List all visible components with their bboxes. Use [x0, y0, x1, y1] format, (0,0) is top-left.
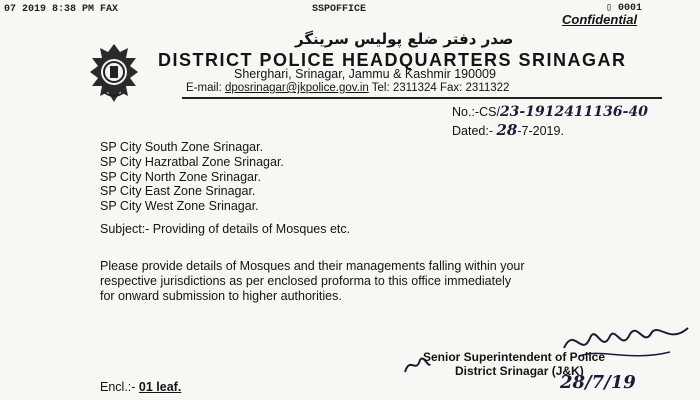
- recipient-item: SP City West Zone Srinagar.: [100, 199, 259, 214]
- fax-office: SSPOFFICE: [312, 4, 367, 15]
- body-line: respective jurisdictions as per enclosed proforma to this office immediately: [100, 274, 512, 288]
- fax-timestamp: 07 2019 8:38 PM FAX: [4, 4, 119, 15]
- reference-number: No.:-CS/23-1912411136-40: [452, 104, 648, 120]
- subject-line: Subject:- Providing of details of Mosques etc.: [100, 222, 351, 236]
- office-contact: [186, 82, 509, 94]
- office-title: DISTRICT POLICE HEADQUARTERS SRINAGAR: [158, 50, 627, 70]
- recipient-item: SP City East Zone Srinagar.: [100, 184, 256, 199]
- urdu-office-title: صدر دفتر ضلع پولیس سرینگر: [295, 30, 514, 48]
- body-line: for onward submission to higher authorities.: [100, 289, 342, 303]
- fax-page-icon: ▯: [606, 3, 619, 14]
- signatory-office: District Srinagar (J&K): [455, 364, 584, 378]
- reference-number-handwritten: 23-1912411136-40: [499, 104, 648, 120]
- recipient-list: [100, 140, 284, 214]
- confidential-stamp: Confidential: [562, 12, 638, 27]
- date-day-handwritten: 28: [496, 121, 518, 139]
- email-link[interactable]: dposrinagar@jkpolice.gov.in: [224, 82, 369, 94]
- signatory-title: Senior Superintendent of Police: [423, 350, 606, 364]
- tel-fax-numbers: Tel: 2311324 Fax: 2311322: [368, 82, 510, 94]
- recipient-item: SP City South Zone Srinagar.: [100, 140, 264, 154]
- letterhead-divider: [182, 97, 662, 99]
- jk-police-emblem: [84, 42, 144, 104]
- signature-date-handwritten: 28/7/19: [560, 372, 636, 393]
- body-line: Please provide details of Mosques and their managements falling within your: [100, 259, 525, 273]
- enclosure-count: 01 leaf.: [138, 380, 182, 394]
- body-paragraph: [100, 259, 525, 304]
- reference-date: Dated:- 28-7-2019.: [452, 121, 564, 139]
- enclosure-line: Encl.:- 01 leaf.: [100, 380, 182, 394]
- recipient-item: SP City Hazratbal Zone Srinagar.: [100, 154, 284, 169]
- email-label: E-mail:: [186, 82, 225, 94]
- recipient-item: SP City North Zone Srinagar.: [100, 169, 261, 184]
- fax-page: ▯ 0001: [606, 3, 643, 14]
- office-address: Sherghari, Srinagar, Jammu & Kashmir 190009: [234, 67, 496, 81]
